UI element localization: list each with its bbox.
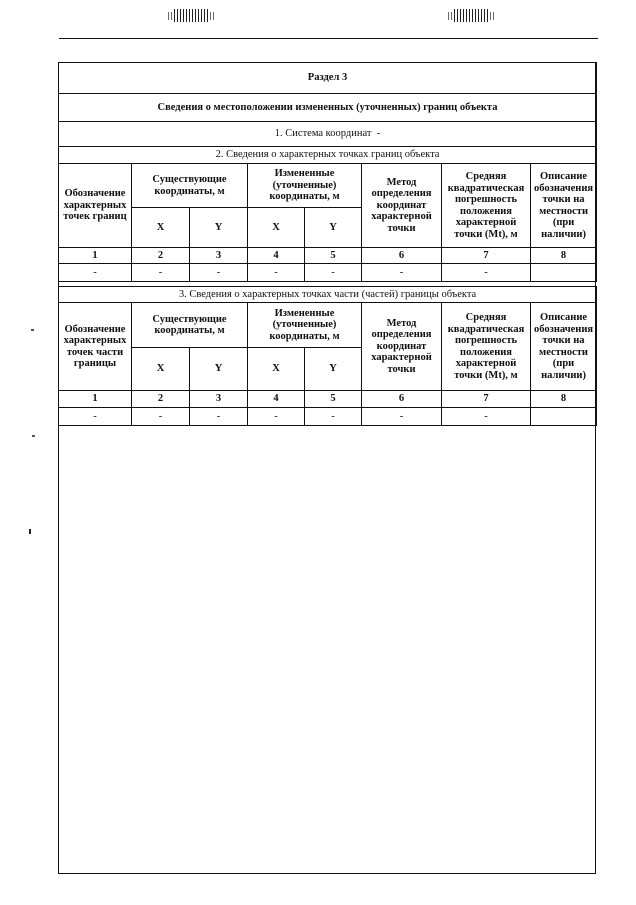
cell-existing-y: - — [190, 408, 248, 426]
cell-error: - — [442, 408, 531, 426]
barcode-right — [448, 9, 496, 22]
cell-changed-y: - — [305, 408, 362, 426]
col-existing-coords: Существующие координаты, м — [132, 164, 248, 208]
cell-existing-x: - — [132, 264, 190, 282]
cell-description — [531, 408, 597, 426]
col-changed-x: X — [248, 208, 305, 248]
part-points-table — [58, 286, 597, 426]
scan-speck — [32, 435, 35, 437]
col-existing-y: Y — [190, 348, 248, 391]
cell-designation: - — [59, 408, 132, 426]
column-number: 6 — [362, 391, 442, 408]
cell-method: - — [362, 408, 442, 426]
col-changed-coords: Измененные (уточненные) координаты, м — [248, 164, 362, 208]
column-number: 1 — [59, 248, 132, 264]
cell-changed-x: - — [248, 408, 305, 426]
col-designation: Обозначение характерных точек границ — [59, 164, 132, 248]
table-row — [59, 264, 597, 282]
boundary-points-table — [58, 146, 597, 282]
column-number: 4 — [248, 248, 305, 264]
col-existing-coords: Существующие координаты, м — [132, 303, 248, 348]
column-number: 6 — [362, 248, 442, 264]
col-error: Средняя квадратическая погрешность положения характерной точки (Mt), м — [442, 303, 531, 391]
col-error: Средняя квадратическая погрешность положения характерной точки (Mt), м — [442, 164, 531, 248]
cell-existing-x: - — [132, 408, 190, 426]
column-number: 3 — [190, 248, 248, 264]
column-numbers-row — [59, 391, 597, 408]
column-number: 1 — [59, 391, 132, 408]
col-changed-coords: Измененные (уточненные) координаты, м — [248, 303, 362, 348]
table-row — [59, 408, 597, 426]
column-number: 2 — [132, 391, 190, 408]
scan-speck — [31, 329, 34, 331]
col-method: Метод определения координат характерной точки — [362, 164, 442, 248]
col-method: Метод определения координат характерной точки — [362, 303, 442, 391]
column-number: 8 — [531, 248, 597, 264]
col-designation: Обозначение характерных точек части границы — [59, 303, 132, 391]
barcode-left — [168, 9, 216, 22]
column-number: 2 — [132, 248, 190, 264]
part-points-caption: 3. Сведения о характерных точках части (частей) границы объекта — [59, 287, 597, 303]
col-existing-x: X — [132, 348, 190, 391]
coordinate-system-value: - — [376, 128, 381, 140]
section-title: Раздел 3 — [59, 63, 597, 94]
section-header — [58, 62, 597, 147]
col-description: Описание обозначения точки на местности (при наличии) — [531, 303, 597, 391]
column-numbers-row — [59, 248, 597, 264]
col-existing-y: Y — [190, 208, 248, 248]
cell-changed-y: - — [305, 264, 362, 282]
column-number: 5 — [305, 391, 362, 408]
column-number: 4 — [248, 391, 305, 408]
cell-designation: - — [59, 264, 132, 282]
coordinate-system-row — [59, 122, 597, 147]
column-number: 7 — [442, 248, 531, 264]
col-changed-y: Y — [305, 348, 362, 391]
cell-method: - — [362, 264, 442, 282]
cell-changed-x: - — [248, 264, 305, 282]
column-number: 8 — [531, 391, 597, 408]
column-number: 3 — [190, 391, 248, 408]
col-changed-y: Y — [305, 208, 362, 248]
boundary-points-caption: 2. Сведения о характерных точках границ объекта — [59, 147, 597, 164]
column-number: 7 — [442, 391, 531, 408]
header-rule — [59, 38, 598, 39]
col-existing-x: X — [132, 208, 190, 248]
scan-speck — [29, 529, 31, 534]
cell-description — [531, 264, 597, 282]
coordinate-system-label: 1. Система координат — [274, 128, 372, 140]
cell-existing-y: - — [190, 264, 248, 282]
col-description: Описание обозначения точки на местности (при наличии) — [531, 164, 597, 248]
section-subtitle: Сведения о местоположении измененных (уточненных) границ объекта — [59, 94, 597, 122]
column-number: 5 — [305, 248, 362, 264]
col-changed-x: X — [248, 348, 305, 391]
cell-error: - — [442, 264, 531, 282]
